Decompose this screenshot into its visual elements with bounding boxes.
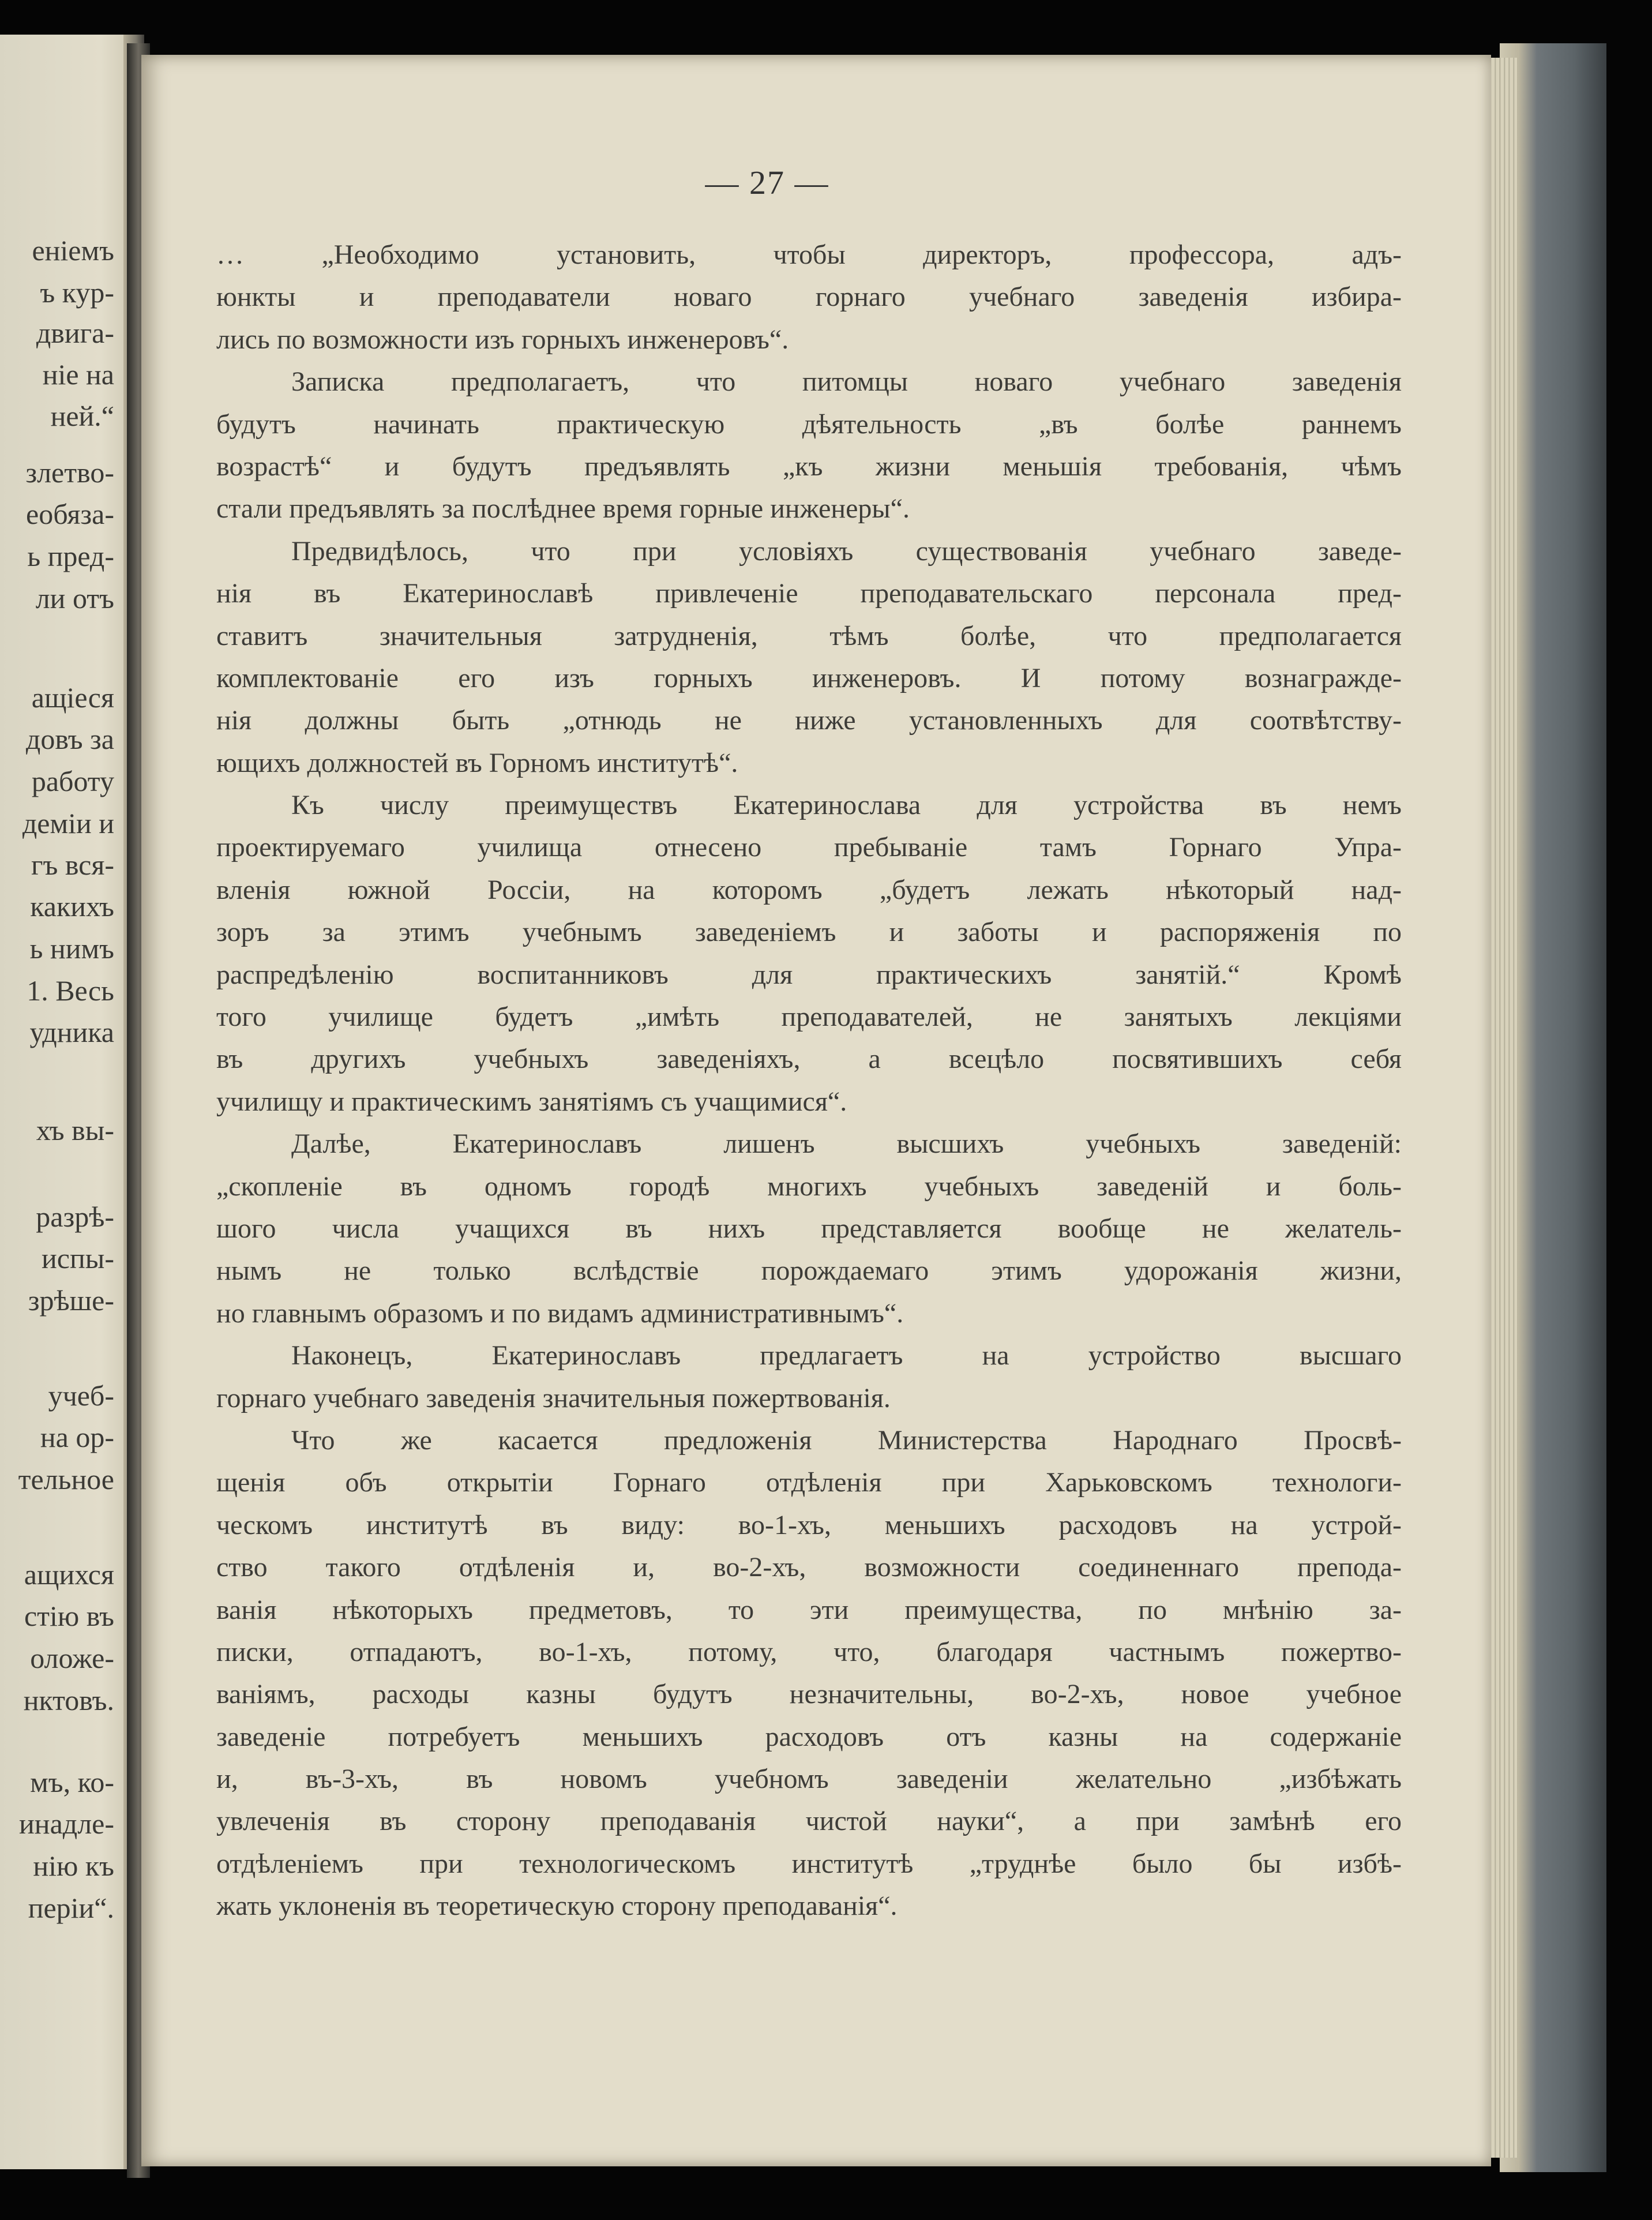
text-line: стали предъявлять за послѣднее время горные инженеры“.	[216, 493, 910, 524]
text-line: Наконецъ, Екатеринославъ предлагаетъ на устройство высшаго	[291, 1340, 1402, 1371]
left-page-line: періи“.	[28, 1892, 114, 1924]
left-page-line: гъ вся-	[31, 849, 114, 881]
text-line: вленія южной Россіи, на которомъ „будетъ лежать нѣкоторый над-	[216, 874, 1402, 905]
left-page-line: разрѣ-	[36, 1201, 114, 1233]
text-line: проектируемаго училища отнесено пребываніе тамъ Горнаго Упра-	[216, 832, 1402, 863]
text-line: училищу и практическимъ занятіямъ съ учащимися“.	[216, 1086, 847, 1117]
text-line: ческомъ институтѣ въ виду: во-1-хъ, меньшихъ расходовъ на устрой-	[216, 1509, 1402, 1540]
left-page-line: еобяза-	[26, 498, 114, 530]
text-line: заведеніе потребуетъ меньшихъ расходовъ отъ казны на содержаніе	[216, 1721, 1402, 1752]
text-line: возрастѣ“ и будутъ предъявлять „къ жизни меньшія требованія, чѣмъ	[216, 451, 1402, 482]
left-page-line: испы-	[42, 1242, 114, 1274]
left-page-line: удника	[29, 1016, 114, 1048]
left-page-line: мъ, ко-	[30, 1766, 114, 1798]
left-page-line: инадле-	[19, 1807, 114, 1840]
text-line: ванія нѣкоторыхъ предметовъ, то эти преимущества, по мнѣнію за-	[216, 1594, 1402, 1625]
left-page-line: еніемъ	[32, 234, 114, 267]
left-page-line: нію къ	[33, 1850, 114, 1882]
text-line: Записка предполагаетъ, что питомцы новаго учебнаго заведенія	[291, 366, 1402, 397]
left-page-line: ащихся	[24, 1558, 114, 1591]
body-text	[216, 234, 1402, 1927]
text-line: … „Необходимо установить, чтобы директоръ, профессора, адъ-	[216, 239, 1402, 270]
text-line: горнаго учебнаго заведенія значительныя пожертвованія.	[216, 1382, 891, 1413]
text-line: лись по возможности изъ горныхъ инженеровъ“.	[216, 324, 789, 355]
left-page-line: учеб-	[48, 1379, 114, 1412]
text-line: комплектованіе его изъ горныхъ инженеровъ. И потому вознагражде-	[216, 662, 1402, 693]
text-line: щенія объ открытіи Горнаго отдѣленія при Харьковскомъ технологи-	[216, 1467, 1402, 1498]
left-page-line: ъ кур-	[40, 276, 114, 309]
left-page-line: тельное	[18, 1463, 114, 1495]
left-page-line: хъ вы-	[36, 1114, 114, 1146]
text-line: нія въ Екатеринославѣ привлеченіе преподавательскаго персонала пред-	[216, 578, 1402, 609]
text-line: зоръ за этимъ учебнымъ заведеніемъ и заботы и распоряженія по	[216, 917, 1402, 948]
left-page-line: какихъ	[30, 890, 114, 922]
left-page-line: двига-	[36, 317, 114, 349]
left-page-line: ней.“	[50, 400, 114, 432]
text-line: Къ числу преимуществъ Екатеринослава для устройства въ немъ	[291, 790, 1402, 821]
text-line: ющихъ должностей въ Горномъ институтѣ“.	[216, 747, 738, 778]
left-page-line: довъ за	[25, 723, 114, 755]
left-page-line: нктовъ.	[23, 1684, 114, 1716]
left-page-line: оложе-	[30, 1642, 114, 1674]
left-page-line: на ор-	[40, 1421, 114, 1453]
text-line: ставитъ значительныя затрудненія, тѣмъ болѣе, что предполагается	[216, 620, 1402, 651]
left-page-line: ніе на	[42, 358, 114, 391]
text-line: распредѣленію воспитанниковъ для практическихъ занятій.“ Кромѣ	[216, 959, 1402, 990]
text-line: въ другихъ учебныхъ заведеніяхъ, а всецѣло посвятившихъ себя	[216, 1044, 1402, 1075]
text-line: Что же касается предложенія Министерства Народнаго Просвѣ-	[291, 1424, 1402, 1456]
text-line: будутъ начинать практическую дѣятельность „въ болѣе раннемъ	[216, 408, 1402, 440]
text-line: но главнымъ образомъ и по видамъ административнымъ“.	[216, 1297, 904, 1329]
text-line: ваніямъ, расходы казны будутъ незначительны, во-2-хъ, новое учебное	[216, 1679, 1402, 1710]
text-line: нія должны быть „отнюдь не ниже установленныхъ для соотвѣтству-	[216, 705, 1402, 736]
text-line: шого числа учащихся въ нихъ представляется вообще не желатель-	[216, 1213, 1402, 1244]
left-page	[0, 35, 144, 2169]
left-page-line: ащіеся	[31, 681, 114, 714]
left-page-line: стію въ	[24, 1600, 114, 1632]
left-page-line: злетво-	[25, 456, 114, 489]
text-line: жать уклоненія въ теоретическую сторону преподаванія“.	[216, 1891, 898, 1922]
left-page-line: зрѣше-	[28, 1284, 114, 1317]
text-line: того училище будетъ „имѣть преподавателей, не занятыхъ лекціями	[216, 1002, 1402, 1033]
left-page-line: ь нимъ	[29, 932, 114, 965]
left-page-line: работу	[31, 765, 114, 797]
text-line: „скопленіе въ одномъ городѣ многихъ учебныхъ заведеній и боль-	[216, 1171, 1402, 1202]
left-page-line: ли отъ	[35, 582, 114, 614]
text-line: увлеченія въ сторону преподаванія чистой науки“, а при замѣнѣ его	[216, 1806, 1402, 1837]
text-line: ство такого отдѣленія и, во-2-хъ, возможности соединеннаго препода-	[216, 1552, 1402, 1583]
text-line: и, въ-3-хъ, въ новомъ учебномъ заведеніи желательно „избѣжать	[216, 1764, 1402, 1795]
left-page-line: 1. Весь	[27, 974, 114, 1007]
text-line: отдѣленіемъ при технологическомъ институтѣ „труднѣе было бы избѣ-	[216, 1848, 1402, 1879]
page-number: — 27 —	[705, 164, 829, 201]
text-line: Далѣе, Екатеринославъ лишенъ высшихъ учебныхъ заведеній:	[291, 1128, 1402, 1160]
text-line: юнкты и преподаватели новаго горнаго учебнаго заведенія избира-	[216, 282, 1402, 313]
left-page-line: ь пред-	[27, 540, 114, 572]
left-page-line: деміи и	[22, 807, 114, 839]
main-page	[141, 55, 1491, 2166]
text-line: Предвидѣлось, что при условіяхъ существованія учебнаго заведе-	[291, 535, 1402, 567]
text-line: нымъ не только вслѣдствіе порождаемаго этимъ удорожанія жизни,	[216, 1255, 1402, 1287]
text-line: писки, отпадаютъ, во-1-хъ, потому, что, благодаря частнымъ пожертво-	[216, 1636, 1402, 1667]
